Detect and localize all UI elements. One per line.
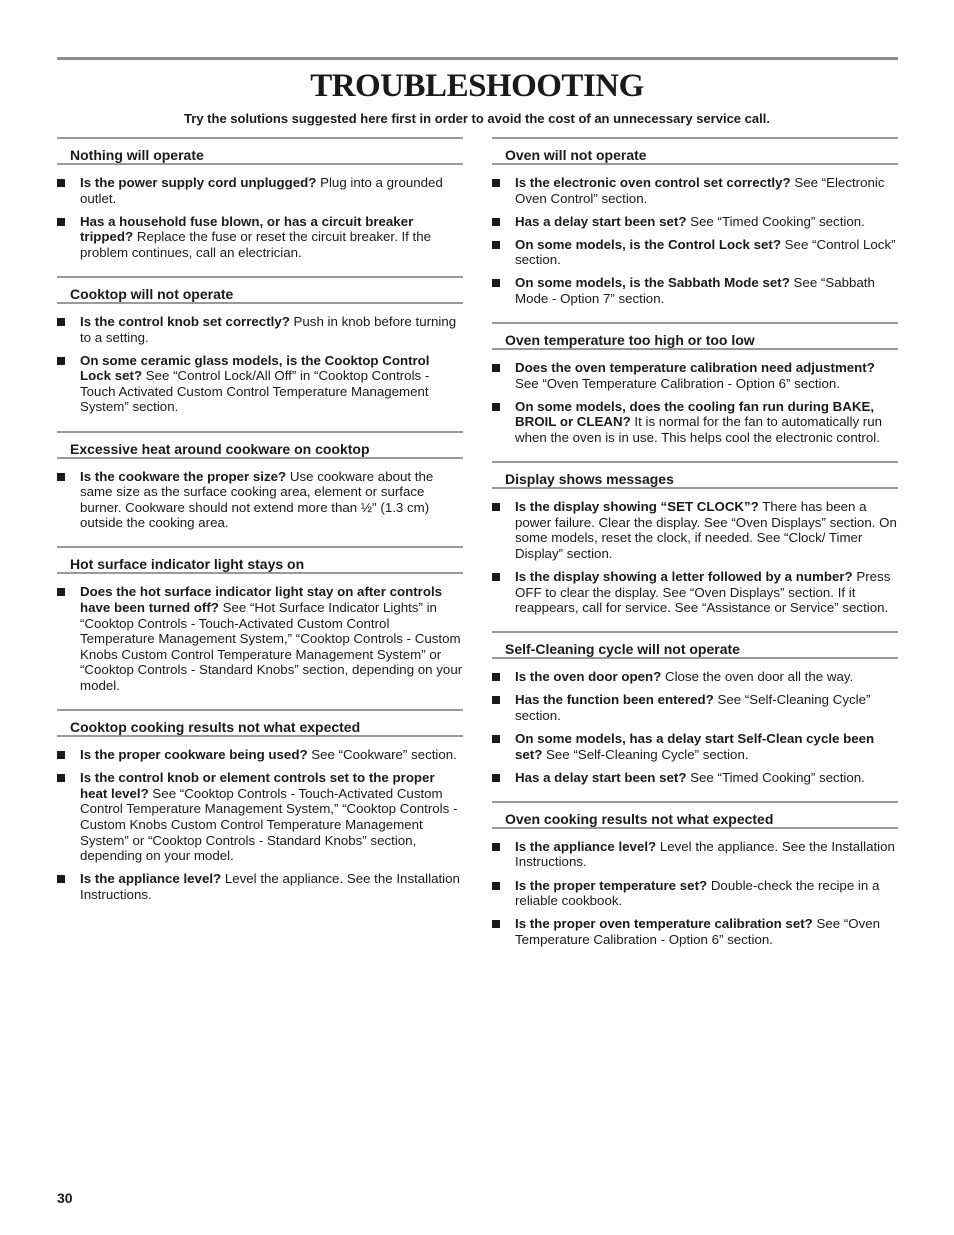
problem-list (57, 314, 463, 415)
square-bullet-icon (492, 403, 500, 411)
square-bullet-icon (492, 241, 500, 249)
square-bullet-icon (492, 774, 500, 782)
solution-text: See “Oven Temperature Calibration - Option 6” section. (515, 916, 881, 947)
square-bullet-icon (492, 882, 500, 890)
question-text: Is the proper temperature set? (515, 877, 708, 893)
section-header (57, 546, 463, 574)
question-text: Is the control knob or element controls set to the proper heat level? (80, 770, 435, 801)
section-spacer (492, 453, 898, 461)
list-item (492, 839, 898, 870)
solution-text: See “Oven Temperature Calibration - Option 6” section. (515, 375, 840, 391)
solution-text: Push in knob before turning to a setting. (80, 313, 457, 345)
square-bullet-icon (492, 735, 500, 743)
list-item (57, 175, 463, 206)
section-title: Nothing will operate (70, 147, 204, 163)
square-bullet-icon (57, 473, 65, 481)
problem-list (492, 839, 898, 948)
square-bullet-icon (57, 774, 65, 782)
question-text: Is the appliance level? (515, 838, 657, 854)
section-spacer (57, 268, 463, 276)
question-text: On some models, is the Control Lock set? (515, 236, 781, 252)
question-text: Is the appliance level? (80, 871, 222, 887)
solution-text: See “Timed Cooking” section. (686, 213, 865, 229)
list-item (492, 731, 898, 762)
solution-text: See “Electronic Oven Control” section. (515, 175, 885, 206)
section-spacer (492, 955, 898, 963)
section-title: Cooktop will not operate (70, 285, 234, 302)
square-bullet-icon (492, 920, 500, 928)
solution-text: See “Sabbath Mode - Option 7” section. (515, 275, 875, 307)
solution-text: Plug into a grounded outlet. (80, 175, 443, 206)
square-bullet-icon (492, 179, 500, 187)
section-spacer (492, 793, 898, 801)
problem-list (57, 747, 463, 902)
section-spacer (492, 314, 898, 322)
solution-text: See “Cooktop Controls - Touch-Activated Custom Control Temperature Management System,” “Cooktop Controls - Custom Knobs Custom Control Temperature Management System” or “Cooktop Controls - Standard Knobs” section, depending on your model. (80, 785, 458, 864)
right-column (492, 137, 898, 963)
question-text: Is the proper cookware being used? (80, 747, 308, 763)
question-text: Has a delay start been set? (515, 213, 687, 229)
question-text: Is the power supply cord unplugged? (80, 175, 317, 190)
problem-list (492, 669, 898, 785)
square-bullet-icon (492, 279, 500, 287)
section-header (492, 801, 898, 829)
question-text: Is the proper oven temperature calibration set? (515, 916, 813, 932)
section-header (57, 137, 463, 165)
section-spacer (492, 623, 898, 631)
question-text: On some ceramic glass models, is the Cooktop Control Lock set? (80, 352, 430, 384)
page-title: TROUBLESHOOTING (310, 68, 644, 104)
section-header (492, 631, 898, 659)
solution-text: Level the appliance. See the Installation Instructions. (515, 838, 895, 870)
square-bullet-icon (57, 875, 65, 883)
list-item (57, 871, 463, 902)
list-item (492, 916, 898, 947)
troubleshooting-section (57, 276, 463, 431)
solution-text: See “Control Lock” section. (515, 236, 896, 268)
question-text: Does the hot surface indicator light stay on after controls have been turned off? (80, 584, 443, 615)
section-title: Self-Cleaning cycle will not operate (505, 641, 740, 658)
troubleshooting-section (57, 431, 463, 547)
section-title: Oven will not operate (505, 147, 647, 163)
section-header (492, 137, 898, 165)
solution-text: Use cookware about the same size as the surface cooking area, element or surface burner. Cookware should not extend more than ½" (1.3 cm) outside the cooking area. (80, 468, 434, 531)
top-rule (57, 57, 898, 60)
list-item (492, 399, 898, 446)
section-title: Display shows messages (505, 471, 674, 488)
problem-list (492, 499, 898, 616)
square-bullet-icon (57, 588, 65, 596)
question-text: Is the oven door open? (515, 669, 662, 685)
section-spacer (57, 423, 463, 431)
troubleshooting-section (492, 801, 898, 963)
square-bullet-icon (492, 673, 500, 681)
list-item (57, 584, 463, 693)
solution-text: Press OFF to clear the display. See “Oven Displays” section. If it reappears, call for service. See “Assistance or Service” section. (515, 569, 891, 616)
problem-list (492, 175, 898, 307)
square-bullet-icon (492, 696, 500, 704)
troubleshooting-section (492, 322, 898, 461)
square-bullet-icon (492, 364, 500, 372)
question-text: Is the electronic oven control set correctly? (515, 175, 791, 190)
list-item (57, 214, 463, 261)
solution-text: Double-check the recipe in a reliable cookbook. (515, 877, 880, 909)
troubleshooting-section (492, 461, 898, 631)
section-header (492, 461, 898, 489)
solution-text: See “Self-Cleaning Cycle” section. (515, 692, 871, 723)
solution-text: Close the oven door all the way. (661, 669, 854, 685)
troubleshooting-section (57, 546, 463, 709)
square-bullet-icon (492, 218, 500, 226)
question-text: Is the control knob set correctly? (80, 313, 290, 329)
square-bullet-icon (57, 357, 65, 365)
list-item (492, 499, 898, 561)
list-item (492, 214, 898, 230)
square-bullet-icon (57, 179, 65, 187)
square-bullet-icon (492, 843, 500, 851)
solution-text: See “Control Lock/All Off” in “Cooktop Controls - Touch Activated Custom Control Temperature Management System” section. (80, 368, 430, 415)
section-title: Hot surface indicator light stays on (70, 556, 305, 573)
section-spacer (57, 538, 463, 546)
list-item (57, 770, 463, 864)
list-item (57, 747, 463, 763)
question-text: Is the display showing “SET CLOCK”? (515, 499, 759, 515)
question-text: Does the oven temperature calibration need adjustment? (515, 360, 875, 376)
list-item (492, 878, 898, 909)
list-item (492, 669, 898, 685)
question-text: Has a delay start been set? (515, 769, 687, 785)
troubleshooting-section (492, 631, 898, 801)
solution-text: See “Timed Cooking” section. (686, 769, 865, 785)
question-text: Is the display showing a letter followed by a number? (515, 569, 853, 584)
problem-list (57, 175, 463, 260)
problem-list (57, 469, 463, 531)
square-bullet-icon (57, 751, 65, 759)
section-title: Excessive heat around cookware on cooktop (70, 440, 370, 457)
question-text: On some models, has a delay start Self-Clean cycle been set? (515, 731, 875, 762)
square-bullet-icon (57, 218, 65, 226)
list-item (492, 360, 898, 391)
section-spacer (57, 701, 463, 709)
list-item (57, 469, 463, 531)
question-text: Has the function been entered? (515, 692, 714, 708)
list-item (492, 569, 898, 616)
list-item (57, 353, 463, 415)
solution-text: Replace the fuse or reset the circuit breaker. If the problem continues, call an electrician. (80, 229, 432, 260)
question-text: On some models, is the Sabbath Mode set? (515, 275, 790, 291)
list-item (492, 175, 898, 206)
section-header (57, 709, 463, 737)
solution-text: See “Cookware” section. (307, 747, 457, 763)
intro-text: Try the solutions suggested here first in order to avoid the cost of an unnecessary service call. (184, 111, 770, 126)
solution-text: It is normal for the fan to automatically run when the oven is in use. This helps cool the electronic control. (515, 414, 883, 446)
square-bullet-icon (57, 318, 65, 326)
list-item (492, 275, 898, 306)
list-item (492, 237, 898, 268)
problem-list (57, 584, 463, 693)
square-bullet-icon (492, 503, 500, 511)
section-header (492, 322, 898, 350)
page-number: 30 (57, 1190, 73, 1206)
list-item (57, 314, 463, 345)
list-item (492, 692, 898, 723)
list-item (492, 770, 898, 786)
section-title: Oven temperature too high or too low (505, 332, 755, 349)
section-title: Cooktop cooking results not what expected (70, 719, 361, 736)
section-header (57, 276, 463, 304)
section-title: Oven cooking results not what expected (505, 810, 774, 827)
troubleshooting-section (57, 709, 463, 918)
troubleshooting-section (57, 137, 463, 276)
problem-list (492, 360, 898, 445)
troubleshooting-section (492, 137, 898, 322)
square-bullet-icon (492, 573, 500, 581)
solution-text: There has been a power failure. Clear the display. See “Oven Displays” section. On some models, reset the clock, if needed. See “Clock/ Timer Display” section. (515, 499, 897, 561)
section-spacer (57, 910, 463, 918)
question-text: Is the cookware the proper size? (80, 468, 287, 484)
section-header (57, 431, 463, 459)
question-text: On some models, does the cooling fan run during BAKE, BROIL or CLEAN? (515, 398, 875, 430)
solution-text: Level the appliance. See the Installation Instructions. (80, 871, 460, 902)
solution-text: See “Hot Surface Indicator Lights” in “Cooktop Controls - Touch-Activated Custom Control Temperature Management System,” “Cooktop Controls - Custom Knobs Custom Control Temperature Management System” or “Cooktop Controls - Standard Knobs” section, depending on your model. (80, 600, 463, 693)
question-text: Has a household fuse blown, or has a circuit breaker tripped? (80, 213, 414, 245)
left-column (57, 137, 463, 918)
solution-text: See “Self-Cleaning Cycle” section. (542, 746, 749, 762)
